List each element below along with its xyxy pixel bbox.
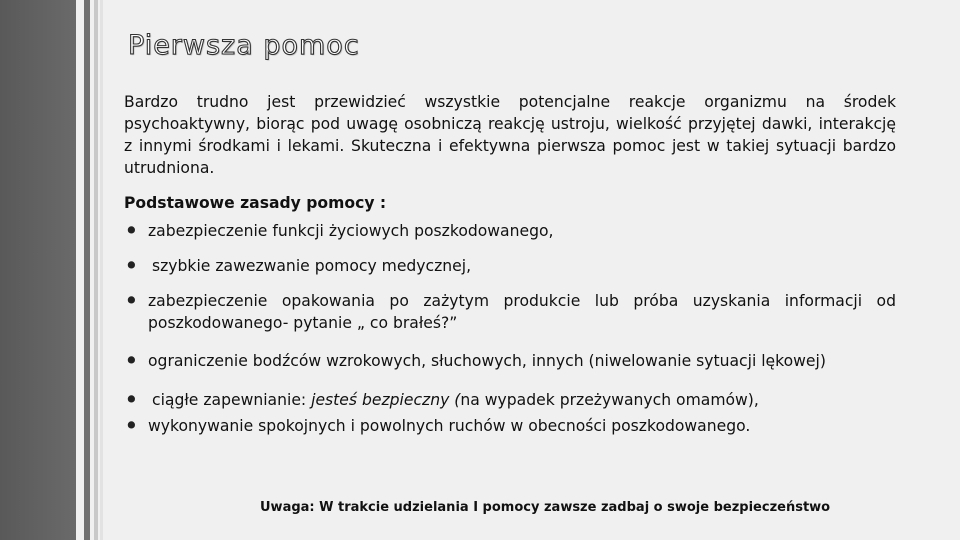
slide-title: Pierwsza pomoc	[128, 30, 360, 61]
safety-note: Uwaga: W trakcie udzielania I pomocy zawsze zadbaj o swoje bezpieczeństwo	[260, 500, 831, 515]
list-item-emphasis: jesteś bezpieczny (	[311, 391, 461, 409]
list-item	[124, 389, 896, 411]
list-item-text: ograniczenie bodźców wzrokowych, słuchowych, innych (niwelowanie sytuacji lękowej)	[148, 352, 826, 370]
list-item-text: zabezpieczenie funkcji życiowych poszkodowanego,	[148, 222, 554, 240]
decorative-stripe-thin	[100, 0, 103, 540]
list-item	[124, 255, 896, 277]
list-item-text: ciągłe zapewnianie:	[152, 391, 312, 409]
list-item	[124, 350, 896, 372]
list-item	[124, 290, 896, 334]
decorative-stripe-medium	[84, 0, 90, 540]
intro-paragraph: Bardzo trudno jest przewidzieć wszystkie potencjalne reakcje organizmu na środek psychoaktywny, biorąc pod uwagę osobniczą reakcję ustroju, wielkość przyjętej dawki, interakcję z innymi środkami i lekami. Skuteczna i efektywna pierwsza pomoc jest w takiej sytuacji bardzo utrudniona.	[124, 93, 896, 177]
list-item	[124, 415, 896, 437]
decorative-stripe-light	[94, 0, 98, 540]
list-item-text: zabezpieczenie opakowania po zażytym produkcie lub próba uzyskania informacji od poszkodowanego- pytanie „ co brałeś?”	[148, 292, 896, 332]
list-item	[124, 220, 896, 242]
principles-heading: Podstawowe zasady pomocy :	[124, 194, 387, 212]
principles-list	[124, 220, 896, 437]
list-item-text: wykonywanie spokojnych i powolnych ruchów w obecności poszkodowanego.	[148, 417, 751, 435]
slide-content	[124, 91, 896, 437]
list-item-text: szybkie zawezwanie pomocy medycznej,	[152, 257, 472, 275]
list-item-text-tail: na wypadek przeżywanych omamów),	[460, 391, 759, 409]
decorative-stripe-wide	[0, 0, 76, 540]
